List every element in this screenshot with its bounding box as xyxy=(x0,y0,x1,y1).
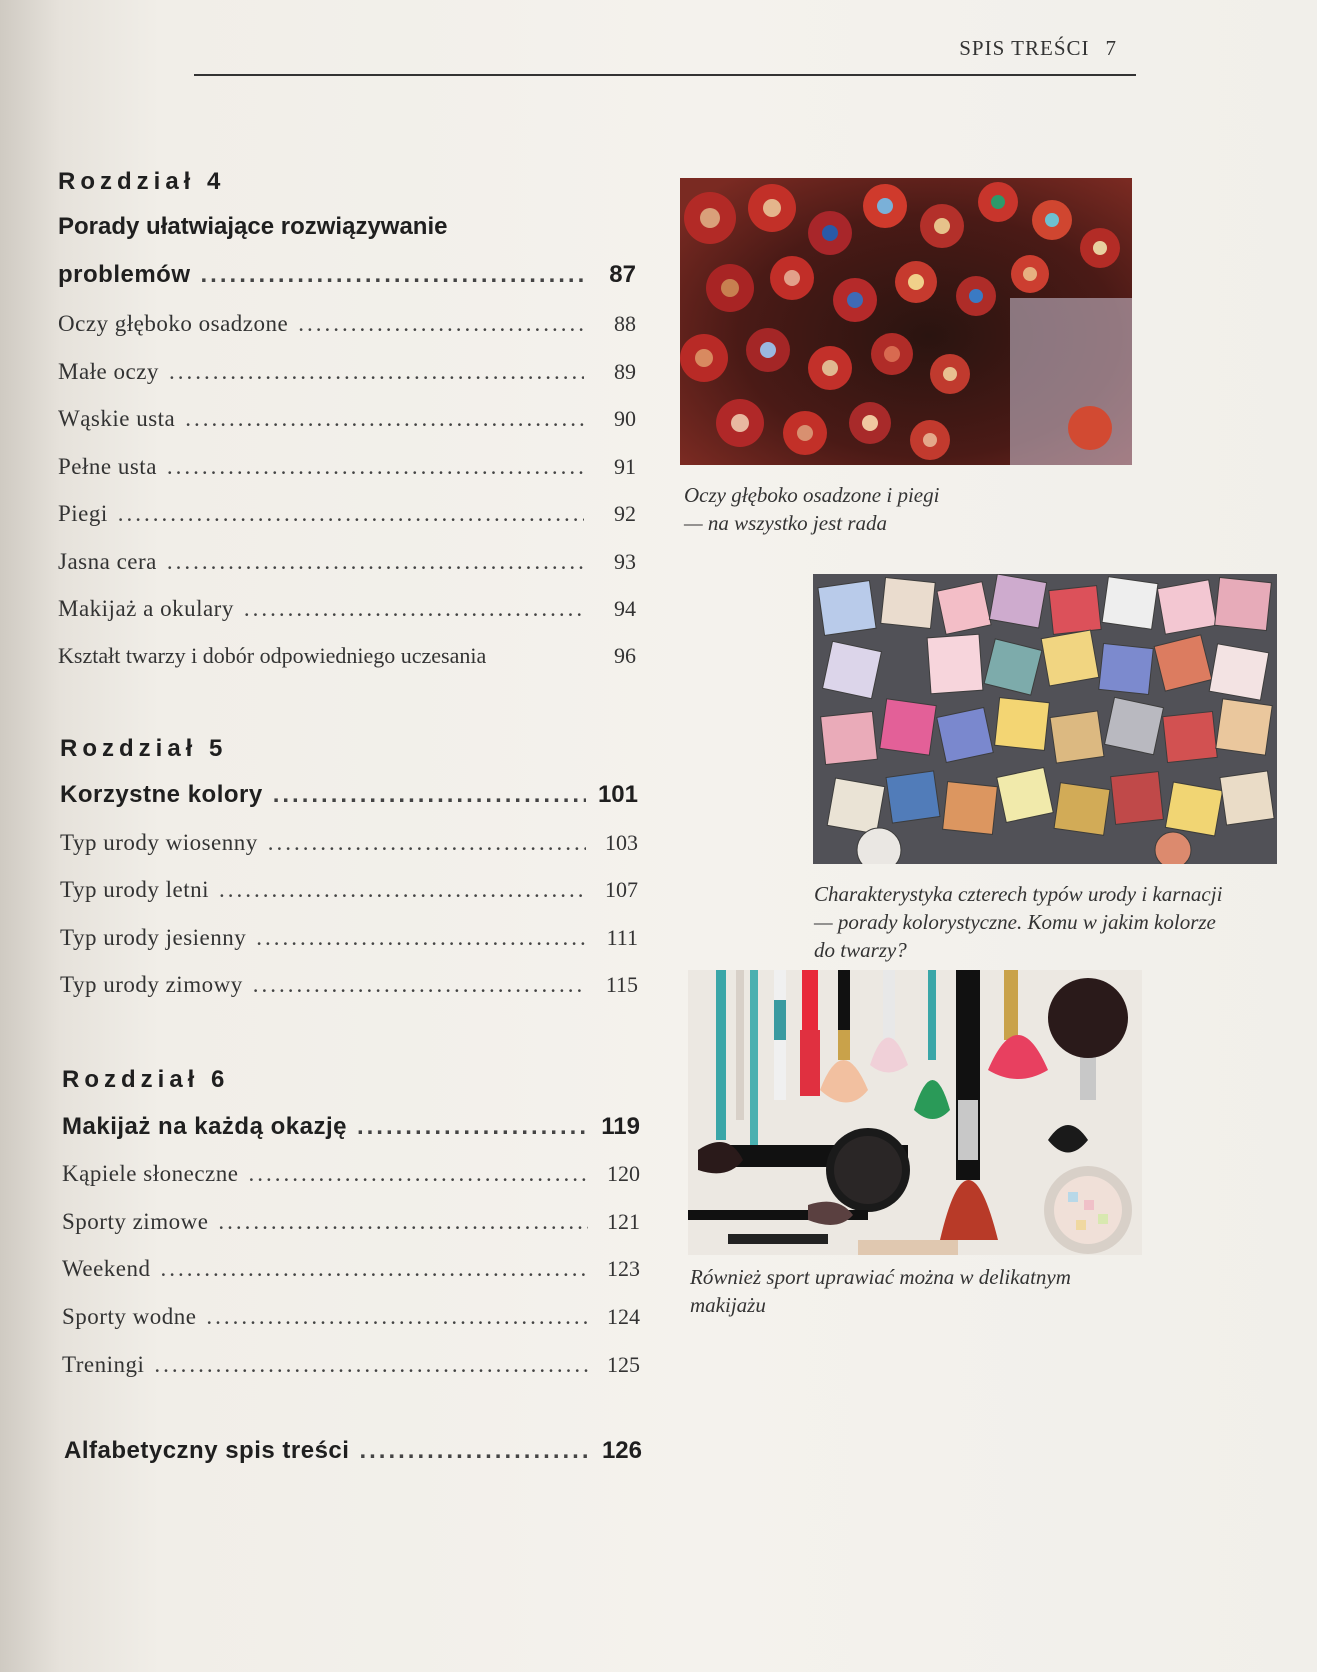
toc-entry-page: 103 xyxy=(605,830,638,855)
leader-dots xyxy=(359,1437,590,1465)
toc-entry-page: 124 xyxy=(607,1304,640,1329)
toc-entry[interactable] xyxy=(58,261,636,295)
chapter-4-title[interactable]: Porady ułatwiające rozwiązywanie xyxy=(58,213,448,240)
makeup-brushes-photo xyxy=(688,970,1142,1255)
toc-entry[interactable] xyxy=(62,1304,640,1338)
toc-entry-title: Typ urody letni xyxy=(60,877,209,902)
toc-entry-page: 93 xyxy=(614,549,636,574)
cosmetic-pencils-photo xyxy=(680,178,1132,465)
toc-entry[interactable] xyxy=(60,830,638,864)
toc-entry-page: 119 xyxy=(601,1113,640,1140)
toc-entry[interactable] xyxy=(62,1256,640,1290)
toc-entry[interactable] xyxy=(58,643,636,677)
toc-entry[interactable] xyxy=(58,549,636,583)
leader-dots xyxy=(167,549,584,575)
leader-dots xyxy=(185,406,584,432)
toc-entry-title: Makijaż a okulary xyxy=(58,596,234,621)
toc-entry-title: Alfabetyczny spis treści xyxy=(64,1437,350,1464)
brushes-illustration xyxy=(688,970,1142,1255)
toc-entry[interactable] xyxy=(58,311,636,345)
toc-entry[interactable] xyxy=(60,972,638,1006)
toc-entry-title: Weekend xyxy=(62,1256,151,1281)
toc-entry-title: Treningi xyxy=(62,1352,145,1377)
toc-entry-title: Pełne usta xyxy=(58,454,157,479)
toc-entry[interactable] xyxy=(60,781,638,815)
brushes-caption xyxy=(690,1263,1071,1319)
toc-entry[interactable] xyxy=(58,454,636,488)
toc-entry-title: Typ urody wiosenny xyxy=(60,830,258,855)
caption-line: — porady kolorystyczne. Komu w jakim kolorze xyxy=(814,910,1216,934)
caption-line: do twarzy? xyxy=(814,938,907,962)
page-number: 7 xyxy=(1105,36,1117,60)
toc-entry-title: Piegi xyxy=(58,501,108,526)
eyeshadows-illustration xyxy=(813,574,1277,864)
toc-entry[interactable] xyxy=(58,406,636,440)
toc-entry-page: 91 xyxy=(614,454,636,479)
leader-dots xyxy=(118,501,584,527)
toc-entry-title: Jasna cera xyxy=(58,549,157,574)
toc-entry-title: Makijaż na każdą okazję xyxy=(62,1113,347,1140)
toc-entry-page: 120 xyxy=(607,1161,640,1186)
pencils-caption xyxy=(684,481,939,537)
caption-line: makijażu xyxy=(690,1293,766,1317)
leader-dots xyxy=(357,1113,588,1141)
caption-line: — na wszystko jest rada xyxy=(684,511,888,535)
chapter-5-label: Rozdział 5 xyxy=(60,735,228,762)
toc-entry-title: Oczy głęboko osadzone xyxy=(58,311,289,336)
toc-entry[interactable] xyxy=(64,1437,642,1471)
toc-entry-page: 126 xyxy=(601,1437,642,1464)
toc-entry[interactable] xyxy=(60,877,638,911)
header-rule xyxy=(194,74,1136,76)
toc-entry-page: 89 xyxy=(614,359,636,384)
pencils-illustration xyxy=(680,178,1132,465)
leader-dots xyxy=(218,1209,588,1235)
leader-dots xyxy=(253,972,586,998)
toc-entry-page: 92 xyxy=(614,501,636,526)
leader-dots xyxy=(206,1304,588,1330)
toc-entry-title: problemów xyxy=(58,261,191,288)
toc-entry[interactable] xyxy=(62,1161,640,1195)
caption-line: Również sport uprawiać można w delikatnym xyxy=(690,1265,1071,1289)
leader-dots xyxy=(298,311,584,337)
toc-entry[interactable] xyxy=(58,596,636,630)
toc-entry[interactable] xyxy=(58,501,636,535)
caption-line: Oczy głęboko osadzone i piegi xyxy=(684,483,940,507)
toc-entry-page: 88 xyxy=(614,311,636,336)
leader-dots xyxy=(154,1352,588,1378)
toc-entry-title: Typ urody jesienny xyxy=(60,925,247,950)
leader-dots xyxy=(256,925,586,951)
toc-entry-page: 87 xyxy=(609,261,636,288)
eyeshadows-caption xyxy=(814,880,1222,964)
toc-entry[interactable] xyxy=(62,1209,640,1243)
toc-entry-page: 121 xyxy=(607,1209,640,1234)
toc-entry-title: Wąskie usta xyxy=(58,406,176,431)
leader-dots xyxy=(273,781,586,809)
leader-dots xyxy=(268,830,586,856)
chapter-4-label: Rozdział 4 xyxy=(58,168,226,195)
toc-entry-page: 90 xyxy=(614,406,636,431)
toc-entry-page: 107 xyxy=(605,877,638,902)
leader-dots xyxy=(169,359,584,385)
leader-dots xyxy=(219,877,586,903)
running-head xyxy=(959,36,1117,61)
leader-dots xyxy=(201,261,584,289)
toc-entry-page: 111 xyxy=(606,925,638,950)
toc-entry[interactable] xyxy=(62,1113,640,1147)
leader-dots xyxy=(161,1256,589,1282)
toc-entry-title: Małe oczy xyxy=(58,359,159,384)
toc-entry-page: 94 xyxy=(614,596,636,621)
caption-line: Charakterystyka czterech typów urody i karnacji xyxy=(814,882,1223,906)
toc-entry-title: Sporty wodne xyxy=(62,1304,197,1329)
toc-entry[interactable] xyxy=(60,925,638,959)
toc-entry-title: Sporty zimowe xyxy=(62,1209,209,1234)
eyeshadow-pans-photo xyxy=(813,574,1277,864)
running-head-title: SPIS TREŚCI xyxy=(959,36,1090,60)
leader-dots xyxy=(248,1161,588,1187)
toc-entry-page: 115 xyxy=(605,972,638,997)
toc-entry-page: 123 xyxy=(607,1256,640,1281)
chapter-6-label: Rozdział 6 xyxy=(62,1066,230,1093)
toc-entry-page: 96 xyxy=(614,643,636,668)
leader-dots xyxy=(244,596,584,622)
toc-entry[interactable] xyxy=(58,359,636,393)
toc-entry-title: Kąpiele słoneczne xyxy=(62,1161,239,1186)
toc-entry[interactable] xyxy=(62,1352,640,1386)
toc-entry-page: 101 xyxy=(597,781,638,808)
leader-dots xyxy=(167,454,584,480)
toc-entry-title: Kształt twarzy i dobór odpowiedniego uczesania xyxy=(58,643,487,668)
toc-entry-title: Typ urody zimowy xyxy=(60,972,243,997)
toc-entry-title: Korzystne kolory xyxy=(60,781,263,808)
toc-entry-page: 125 xyxy=(607,1352,640,1377)
